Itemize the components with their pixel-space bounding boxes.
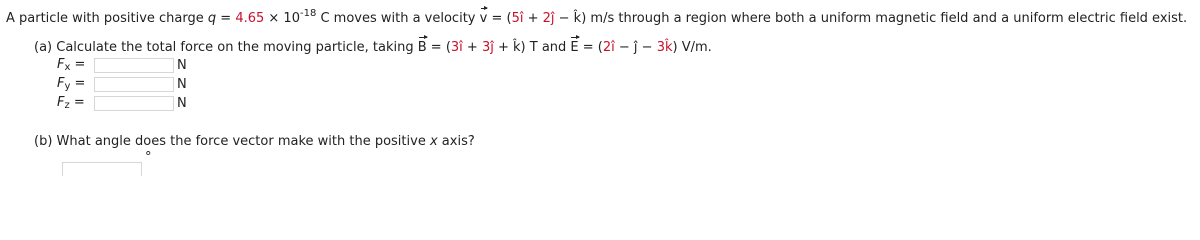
fx-unit: N bbox=[177, 58, 187, 73]
fx-label bbox=[57, 57, 85, 72]
equals-sign: = bbox=[69, 95, 85, 110]
fx-input[interactable] bbox=[94, 58, 174, 73]
magnetic-field-symbol: B bbox=[417, 40, 427, 55]
part-a-prefix: (a) Calculate the total force on the moving particle, taking bbox=[34, 40, 418, 55]
charge-symbol: q bbox=[207, 11, 217, 26]
b-remainder: + k̂) T and bbox=[493, 40, 571, 55]
b-j-component: 3ĵ bbox=[481, 40, 494, 55]
fz-input[interactable] bbox=[94, 96, 174, 111]
fz-unit: N bbox=[177, 96, 187, 111]
b-i-component: 3î bbox=[450, 40, 463, 55]
e-k-component: 3k̂ bbox=[656, 40, 673, 55]
degree-unit: ° bbox=[145, 150, 152, 165]
fy-input[interactable] bbox=[94, 77, 174, 92]
e-middle: − ĵ − bbox=[614, 40, 657, 55]
equals-text: = bbox=[216, 11, 236, 26]
plus-sign: + bbox=[523, 11, 543, 26]
coulomb-text: C moves with a velocity bbox=[316, 11, 480, 26]
charge-value: 4.65 bbox=[235, 11, 265, 26]
fy-label bbox=[57, 76, 85, 91]
velocity-vector-symbol: v bbox=[479, 11, 488, 26]
problem-statement bbox=[6, 7, 1188, 26]
z-subscript: z bbox=[64, 100, 70, 111]
force-symbol: F bbox=[57, 95, 65, 110]
angle-input[interactable] bbox=[62, 162, 142, 176]
velocity-equals: = ( bbox=[487, 11, 512, 26]
e-equals: = ( bbox=[578, 40, 603, 55]
e-remainder: ) V/m. bbox=[672, 40, 712, 55]
plus-sign: + bbox=[462, 40, 482, 55]
axis-symbol: x bbox=[429, 134, 438, 149]
force-symbol: F bbox=[57, 76, 65, 91]
intro-text: A particle with positive charge bbox=[6, 11, 208, 26]
fz-label bbox=[57, 95, 85, 110]
b-equals: = ( bbox=[426, 40, 451, 55]
velocity-j-component: 2ĵ bbox=[542, 11, 555, 26]
fy-unit: N bbox=[177, 77, 187, 92]
y-subscript: y bbox=[64, 81, 71, 92]
part-b-question bbox=[34, 134, 475, 149]
part-a-question bbox=[34, 40, 712, 55]
e-i-component: 2î bbox=[602, 40, 615, 55]
charge-exponent: -18 bbox=[299, 7, 317, 19]
force-symbol: F bbox=[57, 57, 65, 72]
electric-field-symbol: E bbox=[570, 40, 579, 55]
part-b-text-end: axis? bbox=[437, 134, 475, 149]
x-subscript: x bbox=[64, 62, 71, 73]
equals-sign: = bbox=[70, 76, 86, 91]
equals-sign: = bbox=[70, 57, 86, 72]
velocity-remainder: − k̂) m/s through a region where both a uniform magnetic field and a uniform electric field exist. bbox=[554, 11, 1188, 26]
part-b-text: (b) What angle does the force vector make with the positive bbox=[34, 134, 430, 149]
times-ten: × 10 bbox=[264, 11, 300, 26]
velocity-i-component: 5î bbox=[511, 11, 524, 26]
